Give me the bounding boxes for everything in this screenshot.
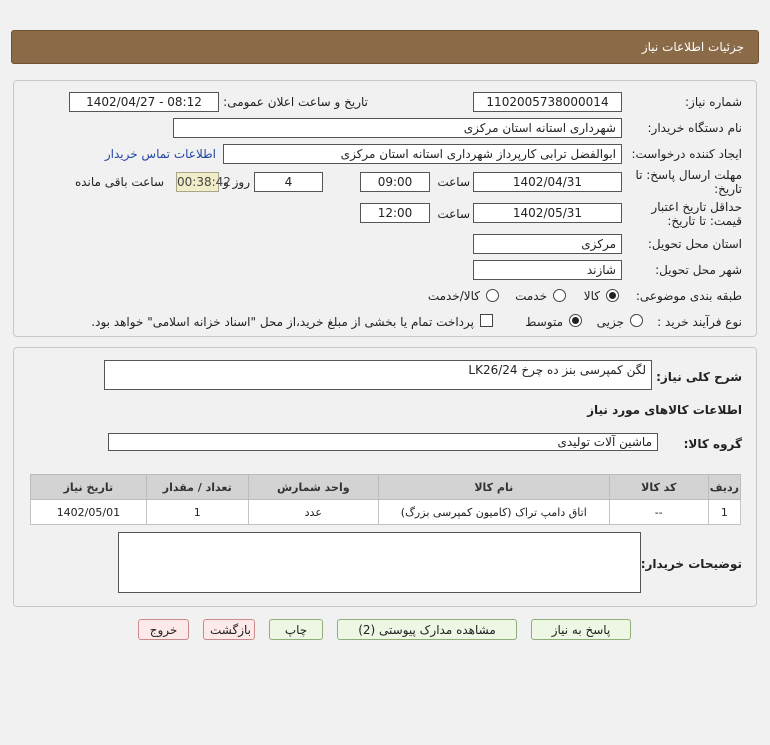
summary-label: شرح کلی نیاز: xyxy=(656,370,742,384)
category-label: طبقه بندی موضوعی: xyxy=(635,289,742,303)
cell-goods-code: -- xyxy=(609,500,708,525)
category-radio-goods[interactable] xyxy=(606,289,619,302)
purchase-option-minor: جزیی xyxy=(596,315,624,329)
cell-row-number: 1 xyxy=(708,500,740,525)
col-header-row-number: ردیف xyxy=(708,475,740,500)
category-radio-goods-service[interactable] xyxy=(486,289,499,302)
cell-unit: عدد xyxy=(248,500,378,525)
goods-group-label: گروه کالا: xyxy=(683,437,742,451)
treasury-text: پرداخت تمام یا بخشی از مبلغ خرید،از محل "اسناد خزانه اسلامی" خواهد بود. xyxy=(91,315,474,329)
need-number-label: شماره نیاز: xyxy=(685,95,742,109)
view-attachments-button[interactable]: مشاهده مدارک پیوستی (2) xyxy=(337,619,517,640)
deadline-time-label: ساعت xyxy=(437,175,470,189)
city-field: شازند xyxy=(473,260,622,280)
print-button[interactable]: چاپ xyxy=(269,619,323,640)
requester-label: ایجاد کننده درخواست: xyxy=(631,147,742,161)
buyer-contact-link[interactable]: اطلاعات تماس خریدار xyxy=(104,147,216,161)
back-button[interactable]: بازگشت xyxy=(203,619,255,640)
announce-label: تاریخ و ساعت اعلان عمومی: xyxy=(223,95,368,109)
cell-goods-name: اتاق دامپ تراک (کامیون کمپرسی بزرگ) xyxy=(378,500,609,525)
table-header-row xyxy=(31,475,741,500)
validity-label-line2: قیمت: تا تاریخ: xyxy=(667,214,742,228)
purchase-option-medium: متوسط xyxy=(525,315,563,329)
deadline-time-field: 09:00 xyxy=(360,172,430,192)
need-number-field: 1102005738000014 xyxy=(473,92,622,112)
goods-group-field: ماشین آلات تولیدی xyxy=(108,433,658,451)
col-header-goods-code: کد کالا xyxy=(609,475,708,500)
buyer-notes-label: توضیحات خریدار: xyxy=(640,557,742,571)
remaining-time-label: ساعت باقی مانده xyxy=(74,175,164,189)
cell-need-date: 1402/05/01 xyxy=(31,500,147,525)
col-header-unit: واحد شمارش xyxy=(248,475,378,500)
col-header-quantity: تعداد / مقدار xyxy=(146,475,248,500)
deadline-label-line1: مهلت ارسال پاسخ: تا xyxy=(635,168,742,182)
category-option-goods: کالا xyxy=(583,289,600,303)
category-option-service: خدمت xyxy=(515,289,547,303)
buyer-org-label: نام دستگاه خریدار: xyxy=(647,121,742,135)
purchase-radio-medium[interactable] xyxy=(569,314,582,327)
deadline-date-field: 1402/04/31 xyxy=(473,172,622,192)
city-label: شهر محل تحویل: xyxy=(655,263,742,277)
page-header xyxy=(11,30,759,64)
days-remaining-field: 4 xyxy=(254,172,323,192)
goods-info-title: اطلاعات کالاهای مورد نیاز xyxy=(587,403,742,417)
buyer-notes-field[interactable] xyxy=(118,532,641,593)
reply-button[interactable]: پاسخ به نیاز xyxy=(531,619,631,640)
goods-table xyxy=(30,474,741,525)
validity-time-label: ساعت xyxy=(437,207,470,221)
category-radio-service[interactable] xyxy=(553,289,566,302)
province-field: مرکزی xyxy=(473,234,622,254)
col-header-need-date: تاریخ نیاز xyxy=(31,475,147,500)
requester-field: ابوالفضل ترابی کارپرداز شهرداری استانه استان مرکزی xyxy=(223,144,622,164)
treasury-checkbox[interactable] xyxy=(480,314,493,327)
summary-field: لگن کمپرسی بنز ده چرخ LK26/24 xyxy=(104,360,652,390)
province-label: استان محل تحویل: xyxy=(647,237,742,251)
remaining-time-field: 00:38:42 xyxy=(176,172,219,192)
validity-label-line1: حداقل تاریخ اعتبار xyxy=(651,200,742,214)
col-header-goods-name: نام کالا xyxy=(378,475,609,500)
page-title: جزئیات اطلاعات نیاز xyxy=(641,40,744,54)
cell-quantity: 1 xyxy=(146,500,248,525)
exit-button[interactable]: خروج xyxy=(138,619,189,640)
table-row xyxy=(31,500,741,525)
deadline-label-line2: تاریخ: xyxy=(714,182,742,196)
purchase-radio-minor[interactable] xyxy=(630,314,643,327)
category-option-goods-service: کالا/خدمت xyxy=(427,289,480,303)
buyer-org-field: شهرداری استانه استان مرکزی xyxy=(173,118,622,138)
days-label: روز و xyxy=(223,175,250,189)
validity-time-field: 12:00 xyxy=(360,203,430,223)
validity-date-field: 1402/05/31 xyxy=(473,203,622,223)
purchase-type-label: نوع فرآیند خرید : xyxy=(657,315,742,329)
announce-datetime-field: 1402/04/27 - 08:12 xyxy=(69,92,219,112)
